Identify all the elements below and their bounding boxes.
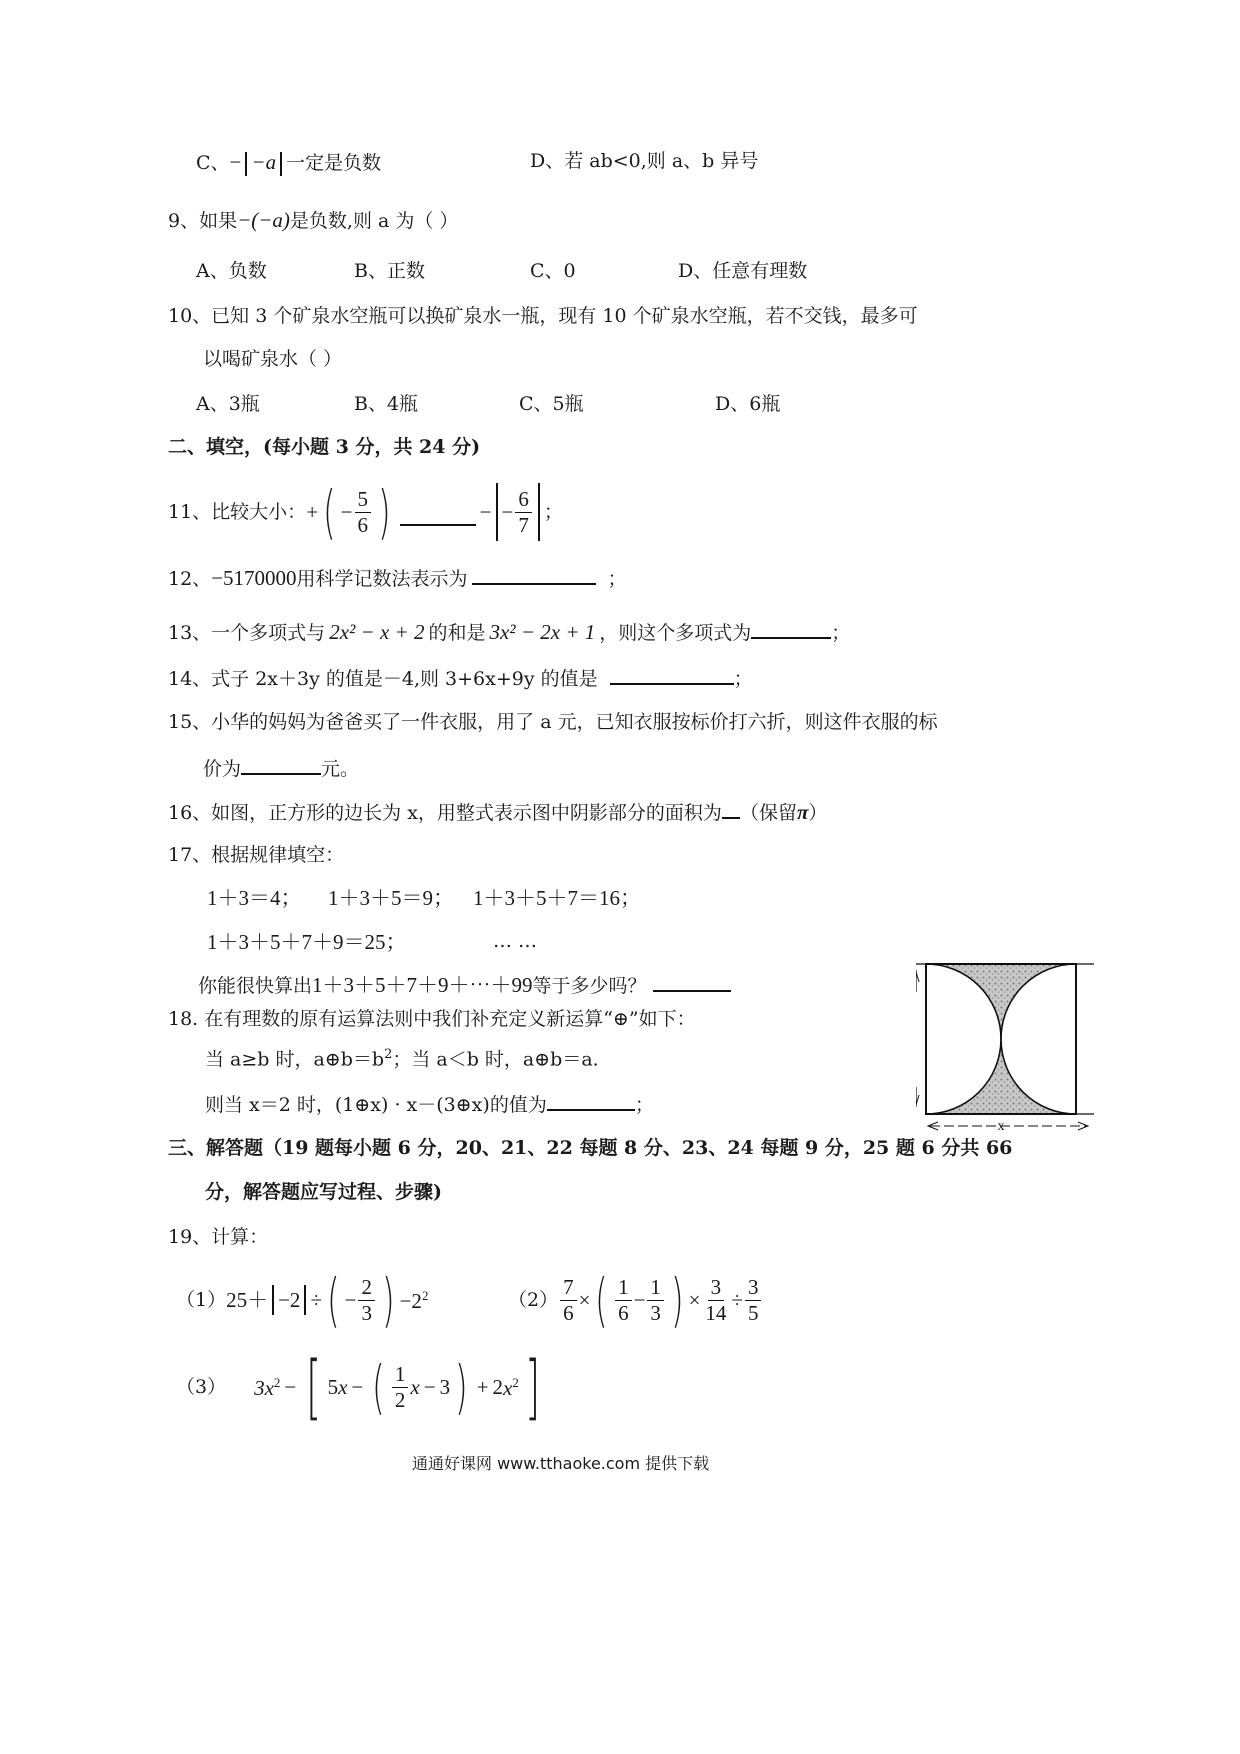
q17-eq4: 1＋3＋5＋7＋9＝25； [207,930,407,954]
q9-option-b: B、正数 [354,260,425,282]
q10-option-c: C、5瓶 [519,393,584,415]
q17-answer-blank[interactable] [653,990,731,992]
q16: 16、如图，正方形的边长为 x，用整式表示图中阴影部分的面积为 （保留π） [168,800,828,824]
square-arcs-figure [916,952,1126,1137]
q11: 11、比较大小： + ( − $\frac{5}{6}$ ) − − $\frac{6}{7}$ ； [168,478,563,546]
section3-heading-line1: 三、解答题（19 题每小题 6 分，20、21、22 每题 8 分、23、24 每题 9 分，25 题 6 分共 66 [168,1137,1013,1159]
q12: 12、−5170000用科学记数法表示为 ； [168,566,627,590]
q18-line1: 18. 在有理数的原有运算法则中我们补充定义新运算“⊕”如下： [168,1008,696,1030]
section3-heading-line2: 分，解答题应写过程、步骤) [205,1181,442,1203]
q18-answer-blank[interactable] [547,1109,635,1111]
footer-text: 通通好课网 www.tthaoke.com 提供下载 [412,1454,710,1473]
q11-fraction-2: $\frac{6}{7}$ [515,488,532,535]
q19-part1: （1） 25＋ −2 ÷ ( − $\frac{2}{3}$ ) $-2^2$ [176,1266,429,1334]
q17-eq1: 1＋3＝4； [207,886,302,910]
q13: 13、一个多项式与 2x² − x + 2 的和是 3x² − 2x + 1 ，则这个多项式为 ； [168,620,851,644]
q15-line2: 价为 元。 [203,758,360,780]
q13-answer-blank[interactable] [751,637,831,639]
q19-part2: （2） $\frac{7}{6}$ × ( $\frac{1}{6}$ − $\frac{1}{3}$ ) × $\frac{3}{14}$ ÷ $\frac{3}{5}$ [508,1268,763,1332]
figure-svg [916,952,1126,1132]
side-label: x [997,1119,1005,1132]
q8-option-c: C、− −a 一定是负数 [196,150,382,174]
q15-line1: 15、小华的妈妈为爸爸买了一件衣服，用了 a 元，已知衣服按标价打六折，则这件衣服的标 [168,711,938,733]
q10-stem-line1: 10、已知 3 个矿泉水空瓶可以换矿泉水一瓶，现有 10 个矿泉水空瓶，若不交钱，最多可 [168,305,918,327]
q9-stem: 9、如果−(−a)是负数,则 a 为（ ） [168,208,459,232]
q17-question: 你能很快算出1＋3＋5＋7＋9＋⋯＋99等于多少吗？ [198,975,731,996]
q12-answer-blank[interactable] [472,583,596,585]
q19-label: 19、计算： [168,1226,269,1248]
section2-heading: 二、填空，(每小题 3 分，共 24 分) [168,436,481,458]
q10-stem-line2: 以喝矿泉水（ ） [203,348,343,370]
q9-option-d: D、任意有理数 [678,260,808,282]
q9-option-a: A、负数 [196,260,267,282]
q17-label: 17、根据规律填空： [168,844,345,866]
q15-answer-blank[interactable] [241,773,321,775]
q11-fraction-1: $\frac{5}{6}$ [355,488,372,535]
q16-answer-blank[interactable] [722,817,740,819]
q18-line2: 当 a≥b 时，$a\oplus b=b^2$；当 a＜b 时，a⊕b＝a. [205,1047,599,1071]
q10-option-d: D、6瓶 [715,393,781,415]
q8-option-d: D、若 ab<0,则 a、b 异号 [530,150,759,172]
q17-eq2: 1＋3＋5＝9； [328,886,454,910]
q10-option-b: B、4瓶 [354,393,419,415]
q9-option-c: C、0 [530,260,576,282]
q14: 14、式子 2x＋3y 的值是－4,则 3+6x+9y 的值是 ； [168,668,753,690]
q17-dots: … … [493,930,538,952]
q11-answer-blank[interactable] [400,524,476,526]
q17-eq3: 1＋3＋5＋7＝16； [473,886,641,910]
q14-answer-blank[interactable] [610,683,734,685]
q18-line3: 则当 x＝2 时，(1⊕x) · x－(3⊕x)的值为 ； [205,1094,654,1116]
q10-option-a: A、3瓶 [196,393,260,415]
q19-part3: （3） $3x^2$ − [ 5 x − ( $\frac{1}{2}$ x − 3 ) + 2 $x^2$ ] [176,1346,541,1428]
